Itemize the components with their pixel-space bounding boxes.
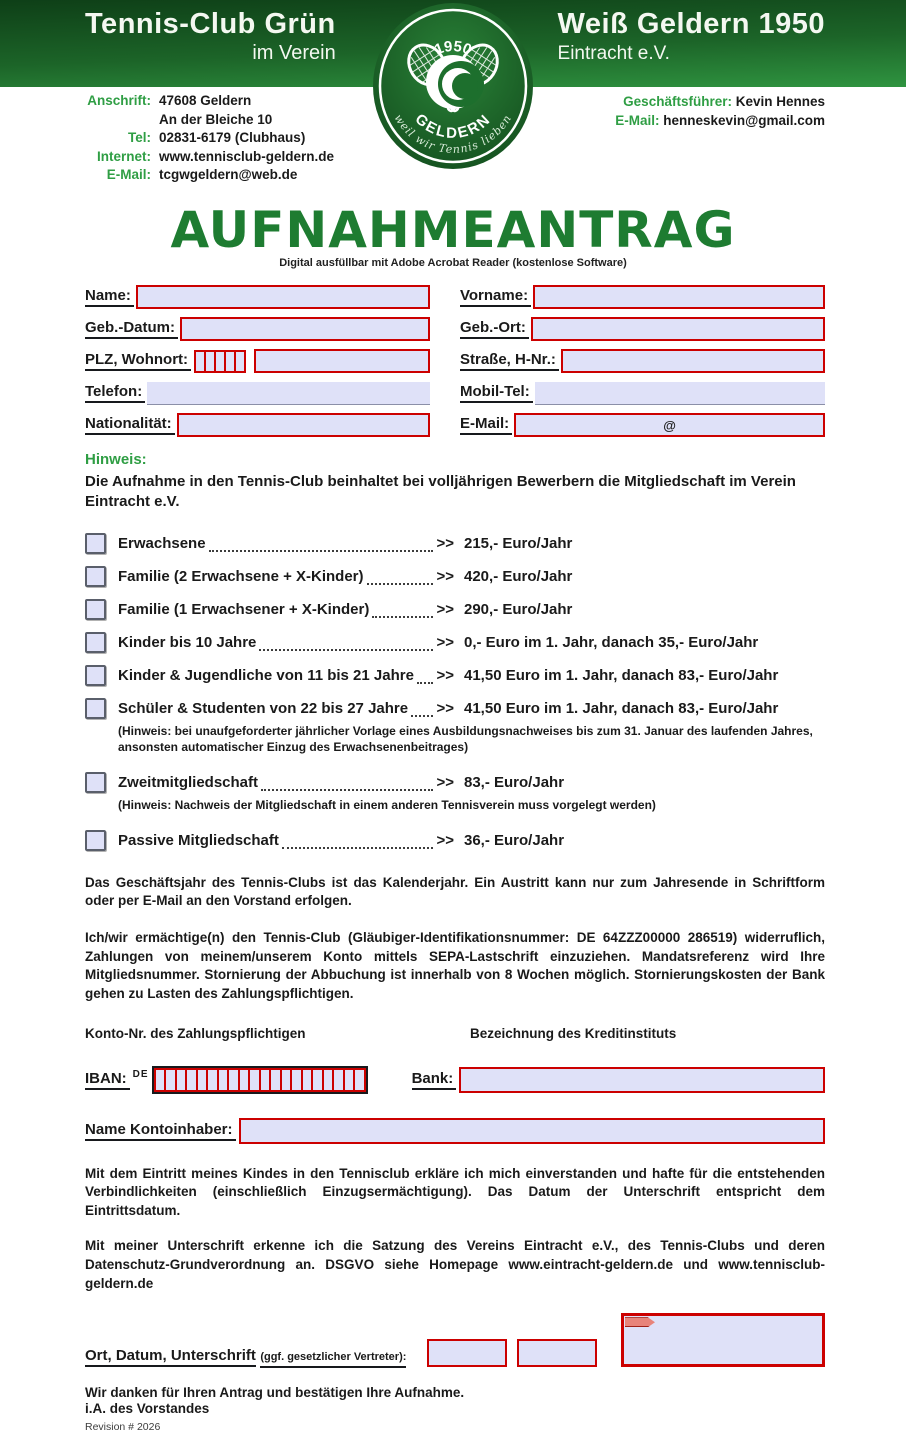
- iban-prefix: DE: [133, 1069, 149, 1080]
- arrow-glyph: >>: [436, 832, 454, 849]
- club-logo-badge-icon: [372, 2, 534, 170]
- gf-email-value: henneskevin@gmail.com: [663, 113, 825, 128]
- bank-input[interactable]: [459, 1067, 825, 1093]
- kontoinhaber-row: [85, 1117, 825, 1145]
- club-email-value: tcgwgeldern@web.de: [159, 166, 334, 185]
- fee-row-studenten: [85, 697, 825, 719]
- fee-row-erwachsene: [85, 532, 825, 554]
- checkbox-kinder-10[interactable]: [85, 632, 106, 653]
- signature-row: [85, 1335, 825, 1367]
- bank-column-labels: [85, 1026, 825, 1041]
- fee-price: 290,- Euro/Jahr: [464, 601, 572, 618]
- gesetzlicher-vertreter-label: (ggf. gesetzlicher Vertreter):: [260, 1351, 406, 1368]
- fee-label: Kinder & Jugendliche von 11 bis 21 Jahre: [118, 667, 414, 684]
- club-name-right: [558, 8, 825, 87]
- fee-label: Zweitmitgliedschaft: [118, 774, 258, 791]
- note-ausbildungsnachweis: (Hinweis: bei unaufgeforderter jährlicher Vorlage eines Ausbildungsnachweises bis zum 31. Januar des laufenden Jahres, ansonsten automatischer Einzug des Erwachsenenbeitrages): [118, 724, 825, 755]
- logo-motto: weil wir Tennis lieben: [392, 112, 515, 156]
- footer-revision: Revision # 2026: [85, 1421, 825, 1433]
- internet-value: www.tennisclub-geldern.de: [159, 148, 334, 167]
- strasse-input[interactable]: [561, 349, 825, 373]
- fee-row-zweitmitgliedschaft: [85, 771, 825, 793]
- vorname-label: Vorname:: [460, 287, 531, 307]
- fee-label: Kinder bis 10 Jahre: [118, 634, 256, 651]
- bank-label: Bank:: [412, 1070, 457, 1090]
- sign-here-flag-icon: [625, 1317, 655, 1327]
- ort-datum-unterschrift-label: Ort, Datum, Unterschrift: [85, 1347, 256, 1367]
- hinweis-section: [85, 451, 825, 513]
- fee-price: 41,50 Euro im 1. Jahr, danach 83,- Euro/Jahr: [464, 700, 778, 717]
- geb-ort-label: Geb.-Ort:: [460, 319, 529, 339]
- checkbox-jugendliche[interactable]: [85, 665, 106, 686]
- telefon-label: Telefon:: [85, 383, 145, 403]
- checkbox-passive[interactable]: [85, 830, 106, 851]
- fee-price: 36,- Euro/Jahr: [464, 832, 564, 849]
- checkbox-erwachsene[interactable]: [85, 533, 106, 554]
- logo-city: GELDERN: [412, 111, 495, 142]
- fee-price: 41,50 Euro im 1. Jahr, danach 83,- Euro/Jahr: [464, 667, 778, 684]
- dotted-leader: [282, 845, 434, 849]
- fee-price: 420,- Euro/Jahr: [464, 568, 572, 585]
- footer: [85, 1385, 825, 1433]
- arrow-glyph: >>: [436, 700, 454, 717]
- kontoinhaber-input[interactable]: [239, 1118, 825, 1144]
- page-title: AUFNAHMEANTRAG: [0, 205, 906, 255]
- internet-label: Internet:: [85, 148, 151, 167]
- checkbox-familie-2[interactable]: [85, 566, 106, 587]
- arrow-glyph: >>: [436, 667, 454, 684]
- geschaeftsfuehrer-label: Geschäftsführer:: [623, 94, 732, 109]
- mobil-input[interactable]: [535, 382, 825, 405]
- wohnort-input[interactable]: [254, 349, 430, 373]
- fee-row-familie-2: [85, 565, 825, 587]
- geb-ort-input[interactable]: [531, 317, 825, 341]
- tel-value: 02831-6179 (Clubhaus): [159, 129, 334, 148]
- hinweis-label: Hinweis:: [85, 451, 825, 468]
- fee-row-passive: [85, 830, 825, 852]
- personal-fields: [85, 285, 825, 438]
- arrow-glyph: >>: [436, 568, 454, 585]
- dotted-leader: [261, 787, 433, 791]
- fee-row-kinder-10: [85, 631, 825, 653]
- nationalitaet-label: Nationalität:: [85, 415, 175, 435]
- fee-price: 83,- Euro/Jahr: [464, 774, 564, 791]
- fee-label: Familie (2 Erwachsene + X-Kinder): [118, 568, 364, 585]
- paragraph-unterschrift: Mit meiner Unterschrift erkenne ich die Satzung des Vereins Eintracht e.V., des Tennis-Clubs und deren Datenschutz-Grundverordnung an. DSGVO siehe Homepage www.eintracht-geldern.de und www.tennisclub-geldern.de: [85, 1237, 825, 1293]
- dotted-leader: [411, 713, 433, 717]
- contact-right: [615, 92, 825, 185]
- gf-email-label: E-Mail:: [615, 113, 659, 128]
- paragraph-sepa: Ich/wir ermächtige(n) den Tennis-Club (Gläubiger-Identifikationsnummer: DE 64ZZZ00000 286519) widerruflich, Zahlungen von meinem/unserem Konto mittels SEPA-Lastschrift einzuziehen. Mandatsreferenz wird Ihre Mitgliedsnummer. Stornierung der Abbuchung ist innerhalb von 8 Wochen möglich. Stornierungskosten der Bank gehen zu Lasten des Zahlungspflichtigen.: [85, 929, 825, 1004]
- hinweis-text: Die Aufnahme in den Tennis-Club beinhaltet bei volljährigen Bewerbern die Mitgliedschaft im Verein Eintracht e.V.: [85, 472, 825, 513]
- plz-comb-field: [194, 350, 246, 373]
- dotted-leader: [367, 581, 434, 585]
- fee-row-jugendliche: [85, 664, 825, 686]
- contact-left: [85, 92, 334, 185]
- club-subtitle-left: im Verein: [85, 42, 336, 65]
- mobil-label: Mobil-Tel:: [460, 383, 533, 403]
- club-title-left: Tennis-Club Grün: [85, 8, 336, 41]
- tel-label: Tel:: [85, 129, 151, 148]
- iban-row: [85, 1065, 825, 1095]
- iban-digit-cell[interactable]: [353, 1068, 366, 1092]
- footer-thanks: Wir danken für Ihren Antrag und bestätigen Ihre Aufnahme.: [85, 1385, 825, 1400]
- dotted-leader: [417, 680, 434, 684]
- plz-wohnort-label: PLZ, Wohnort:: [85, 351, 191, 371]
- checkbox-studenten[interactable]: [85, 698, 106, 719]
- signature-field[interactable]: [621, 1313, 825, 1367]
- footer-vorstand: i.A. des Vorstandes: [85, 1401, 825, 1416]
- checkbox-zweitmitgliedschaft[interactable]: [85, 772, 106, 793]
- nationalitaet-input[interactable]: [177, 413, 430, 437]
- anschrift-label: Anschrift:: [85, 92, 151, 111]
- iban-comb-field: [152, 1066, 368, 1094]
- fee-price: 0,- Euro im 1. Jahr, danach 35,- Euro/Jahr: [464, 634, 758, 651]
- club-subtitle-right: Eintracht e.V.: [558, 43, 825, 65]
- name-label: Name:: [85, 287, 134, 307]
- checkbox-familie-1[interactable]: [85, 599, 106, 620]
- plz-digit-cell[interactable]: [234, 350, 246, 373]
- dotted-leader: [209, 548, 434, 552]
- paragraph-geschaeftsjahr: Das Geschäftsjahr des Tennis-Clubs ist das Kalenderjahr. Ein Austritt kann nur zum Jahresende in Schriftform oder per E-Mail an den Vorstand erfolgen.: [85, 874, 825, 911]
- geb-datum-label: Geb.-Datum:: [85, 319, 178, 339]
- datum-input[interactable]: [517, 1339, 597, 1367]
- anschrift-value-1: 47608 Geldern: [159, 92, 334, 111]
- email-input[interactable]: @: [514, 413, 825, 437]
- fee-options: [85, 532, 825, 852]
- arrow-glyph: >>: [436, 634, 454, 651]
- arrow-glyph: >>: [436, 535, 454, 552]
- club-name-left: [85, 8, 336, 87]
- konto-nr-label: Konto-Nr. des Zahlungspflichtigen: [85, 1026, 470, 1041]
- arrow-glyph: >>: [436, 774, 454, 791]
- dotted-leader: [259, 647, 433, 651]
- arrow-glyph: >>: [436, 601, 454, 618]
- form-content: [0, 269, 906, 1433]
- vorname-input[interactable]: [533, 285, 825, 309]
- kontoinhaber-label: Name Kontoinhaber:: [85, 1121, 236, 1141]
- name-input[interactable]: [136, 285, 430, 309]
- geschaeftsfuehrer-value: Kevin Hennes: [736, 94, 825, 109]
- club-email-label: E-Mail:: [85, 166, 151, 185]
- fee-label: Erwachsene: [118, 535, 206, 552]
- title-block: [0, 205, 906, 269]
- fee-label: Familie (1 Erwachsener + X-Kinder): [118, 601, 369, 618]
- club-title-right: Weiß Geldern 1950: [558, 8, 825, 41]
- page-subtitle: Digital ausfüllbar mit Adobe Acrobat Reader (kostenlose Software): [0, 257, 906, 269]
- fee-row-familie-1: [85, 598, 825, 620]
- logo-year: 1950: [432, 38, 474, 59]
- ort-input[interactable]: [427, 1339, 507, 1367]
- paragraph-kind: Mit dem Eintritt meines Kindes in den Tennisclub erkläre ich mich einverstanden und hafte für die entstehenden Verbindlichkeiten (einschließlich Einzugsermächtigung). Das Datum der Unterschrift entspricht dem Eintrittsdatum.: [85, 1165, 825, 1221]
- iban-label: IBAN:: [85, 1070, 130, 1090]
- fee-label: Schüler & Studenten von 22 bis 27 Jahre: [118, 700, 408, 717]
- kreditinstitut-label: Bezeichnung des Kreditinstituts: [470, 1026, 676, 1041]
- note-zweitmitgliedschaft: (Hinweis: Nachweis der Mitgliedschaft in einem anderen Tennisverein muss vorgelegt werden): [118, 798, 825, 814]
- fee-price: 215,- Euro/Jahr: [464, 535, 572, 552]
- email-label: E-Mail:: [460, 415, 512, 435]
- strasse-label: Straße, H-Nr.:: [460, 351, 559, 371]
- fee-label: Passive Mitgliedschaft: [118, 832, 279, 849]
- dotted-leader: [372, 614, 433, 618]
- geb-datum-input[interactable]: [180, 317, 430, 341]
- telefon-input[interactable]: [147, 382, 430, 405]
- anschrift-value-2: An der Bleiche 10: [159, 111, 334, 130]
